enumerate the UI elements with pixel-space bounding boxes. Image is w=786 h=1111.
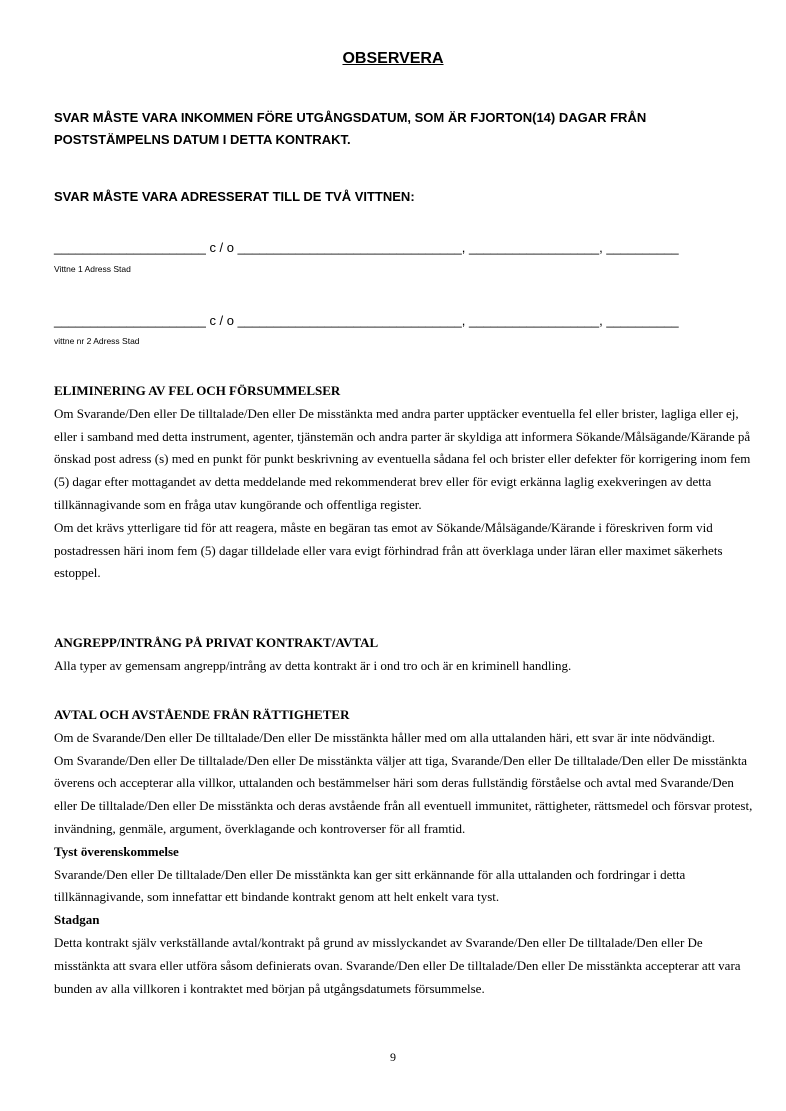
page-number: 9 (390, 1050, 396, 1064)
address-notice: SVAR MÅSTE VARA ADRESSERAT TILL DE TVÅ VITTNEN: (54, 189, 415, 204)
subsection-heading: Stadgan (54, 912, 100, 928)
section-paragraph: Om Svarande/Den eller De tilltalade/Den eller De misstänkta med andra parter upptäcker eventuella fel eller brister, lagliga eller ej, eller i samband med detta instrument, agenter, tjänstemän och andra parter är skyldiga att informera Sökande/Målsägande/Kärande på önskad post adress (s) med en punkt för punkt beskrivning av eventuella sådana fel och brister eller defekter för korrigering inom fem (5) dagar efter mottagandet av detta meddelande med rekommenderat brev eller för evigt erkänna laglig exekveringen av detta tillkännagivande som en fråga utav kungörande och offentliga register. (54, 405, 751, 512)
witness-2-fill-line: _____________________ c / o _______________________________, __________________, __________ (54, 313, 679, 328)
witness-1-fill-line: _____________________ c / o _______________________________, __________________, __________ (54, 240, 679, 255)
witness-2-caption: vittne nr 2 Adress Stad (54, 336, 140, 346)
section-heading: ELIMINERING AV FEL OCH FÖRSUMMELSER (54, 383, 341, 398)
section-heading: ANGREPP/INTRÅNG PÅ PRIVAT KONTRAKT/AVTAL (54, 635, 379, 650)
section-paragraph: Alla typer av gemensam angrepp/intrång av detta kontrakt är i ond tro och är en kriminell handling. (54, 657, 572, 673)
deadline-notice: SVAR MÅSTE VARA INKOMMEN FÖRE UTGÅNGSDATUM, SOM ÄR FJORTON(14) DAGAR FRÅN POSTSTÄMPELNS DATUM I DETTA KONTRAKT. (54, 110, 647, 147)
section-error-elimination (54, 380, 754, 585)
section-paragraph: Om de Svarande/Den eller De tilltalade/Den eller De misstänkta håller med om alla uttalanden häri, ett svar är inte nödvändigt. (54, 729, 715, 745)
section-paragraph: Om det krävs ytterligare tid för att reagera, måste en begäran tas emot av Sökande/Målsägande/Kärande i föreskriven form vid postadressen häri inom fem (5) dagar tilldelade eller vara evigt förhindrad från att överklaga under läran eller maximet säkerhets estoppel. (54, 519, 723, 581)
subsection-heading: Tyst överenskommelse (54, 843, 179, 859)
section-heading: AVTAL OCH AVSTÅENDE FRÅN RÄTTIGHETER (54, 707, 350, 722)
section-paragraph: Detta kontrakt själv verkställande avtal/kontrakt på grund av misslyckandet av Svarande/Den eller De tilltalade/Den eller De misstänkta att svara eller utföra såsom definierats ovan. Svarande/Den eller De tilltalade/Den eller De misstänkta accepterar att vara bunden av alla villkoren i kontraktet med början på utgångsdatumets försummelse. (54, 934, 741, 996)
section-paragraph: Om Svarande/Den eller De tilltalade/Den eller De misstänkta väljer att tiga, Svarande/Den eller De tilltalade/Den eller De misstänkta överens och accepterar alla villkor, uttalanden och bestämmelser häri som deras fullständig förståelse och avtal med Svarande/Den eller De tilltalade/Den eller De misstänkta och deras avstående från all eventuell immunitet, rättigheter, rättsmedel och försvar protest, invändning, genmäle, argument, överklagande och kontroverser för all framtid. (54, 752, 753, 836)
section-contract-breach (54, 632, 754, 678)
section-paragraph: Svarande/Den eller De tilltalade/Den eller De misstänkta kan ger sitt erkännande för alla uttalanden och fordringar i detta tillkännagivande, som innefattar ett bindande kontrakt genom att helt enkelt vara tyst. (54, 866, 686, 905)
page-title: OBSERVERA (342, 50, 444, 67)
section-agreement-waiver (54, 704, 754, 1000)
witness-1-caption: Vittne 1 Adress Stad (54, 264, 131, 274)
